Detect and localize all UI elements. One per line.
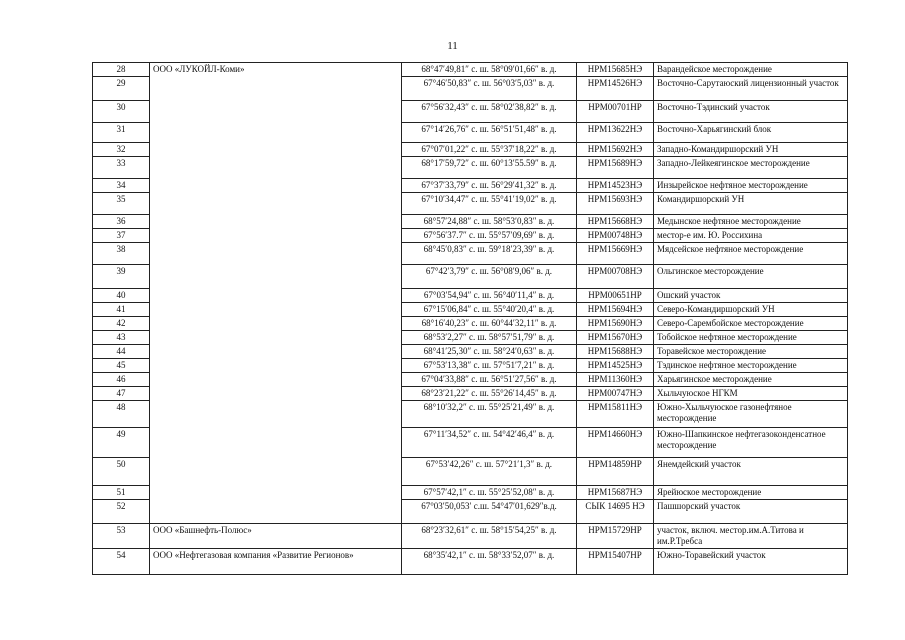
field-name: Торавейское месторождение bbox=[654, 345, 848, 359]
license-number: НРМ15670НЭ bbox=[577, 331, 654, 345]
license-number: НРМ11360НЭ bbox=[577, 373, 654, 387]
license-number: НРМ13622НЭ bbox=[577, 123, 654, 143]
license-number: НРМ15692НЭ bbox=[577, 143, 654, 157]
company-name: ООО «ЛУКОЙЛ-Коми» bbox=[150, 63, 402, 524]
row-number: 52 bbox=[93, 500, 150, 524]
row-number: 43 bbox=[93, 331, 150, 345]
row-number: 54 bbox=[93, 549, 150, 575]
row-number: 32 bbox=[93, 143, 150, 157]
field-name: Тобойское нефтяное месторождение bbox=[654, 331, 848, 345]
field-name: Западно-Командиршорский УН bbox=[654, 143, 848, 157]
coordinates: 68°16′40,23″ с. ш. 60°44′32,11″ в. д. bbox=[402, 317, 577, 331]
license-table bbox=[92, 62, 848, 575]
field-name: Варандейское месторождение bbox=[654, 63, 848, 77]
coordinates: 68°47′49,81″ с. ш. 58°09′01,66″ в. д. bbox=[402, 63, 577, 77]
coordinates: 67°53′13,38″ с. ш. 57°51′7,21″ в. д. bbox=[402, 359, 577, 373]
field-name: Ольгинское месторождение bbox=[654, 265, 848, 289]
coordinates: 67°53′42,26″ с. ш. 57°21′1,3″ в. д. bbox=[402, 458, 577, 486]
coordinates: 68°23′32,61″ с. ш. 58°15′54,25″ в. д. bbox=[402, 524, 577, 549]
coordinates: 68°10′32,2″ с. ш. 55°25′21,49″ в. д. bbox=[402, 401, 577, 428]
field-name: Пашшорский участок bbox=[654, 500, 848, 524]
row-number: 37 bbox=[93, 229, 150, 243]
license-number: НРМ14523НЭ bbox=[577, 179, 654, 193]
field-name: Северо-Командиршорский УН bbox=[654, 303, 848, 317]
license-number: НРМ15729НР bbox=[577, 524, 654, 549]
license-number: СЫК 14695 НЭ bbox=[577, 500, 654, 524]
field-name: Инзырейское нефтяное месторождение bbox=[654, 179, 848, 193]
license-number: НРМ15669НЭ bbox=[577, 243, 654, 265]
row-number: 38 bbox=[93, 243, 150, 265]
coordinates: 67°10′34,47″ с. ш. 55°41′19,02″ в. д. bbox=[402, 193, 577, 215]
row-number: 48 bbox=[93, 401, 150, 428]
license-number: НРМ00748НЭ bbox=[577, 229, 654, 243]
row-number: 49 bbox=[93, 428, 150, 458]
field-name: Ошский участок bbox=[654, 289, 848, 303]
row-number: 34 bbox=[93, 179, 150, 193]
row-number: 31 bbox=[93, 123, 150, 143]
row-number: 35 bbox=[93, 193, 150, 215]
field-name: Восточно-Тэдинский участок bbox=[654, 101, 848, 123]
row-number: 51 bbox=[93, 486, 150, 500]
field-name: Медынское нефтяное месторождение bbox=[654, 215, 848, 229]
field-name: Южно-Торавейский участок bbox=[654, 549, 848, 575]
field-name: Южно-Шапкинское нефтегазоконденсатное месторождение bbox=[654, 428, 848, 458]
coordinates: 67°56′37.7″ с. ш. 55°57′09,69″ в. д. bbox=[402, 229, 577, 243]
license-number: НРМ15694НЭ bbox=[577, 303, 654, 317]
coordinates: 68°45′0,83″ с. ш. 59°18′23,39″ в. д. bbox=[402, 243, 577, 265]
row-number: 39 bbox=[93, 265, 150, 289]
license-number: НРМ15668НЭ bbox=[577, 215, 654, 229]
field-name: Северо-Сарембойское месторождение bbox=[654, 317, 848, 331]
field-name: Харьягинское месторождение bbox=[654, 373, 848, 387]
coordinates: 67°03′50,053′ с.ш. 54°47′01,629″в.д. bbox=[402, 500, 577, 524]
field-name: местор-е им. Ю. Россихина bbox=[654, 229, 848, 243]
row-number: 40 bbox=[93, 289, 150, 303]
license-number: НРМ00708НЭ bbox=[577, 265, 654, 289]
field-name: Западно-Лейкеягинское месторождение bbox=[654, 157, 848, 179]
field-name: Ярейюское месторождение bbox=[654, 486, 848, 500]
coordinates: 67°46′50,83″ с. ш. 56°03′5,03″ в. д. bbox=[402, 77, 577, 101]
coordinates: 67°04′33,88″ с. ш. 56°51′27,56″ в. д. bbox=[402, 373, 577, 387]
license-number: НРМ14859НР bbox=[577, 458, 654, 486]
license-number: НРМ00651НР bbox=[577, 289, 654, 303]
coordinates: 67°07′01,22″ с. ш. 55°37′18,22″ в. д. bbox=[402, 143, 577, 157]
field-name: Восточно-Сарутаюский лицензионный участок bbox=[654, 77, 848, 101]
coordinates: 68°35′42,1″ с. ш. 58°33′52,07″ в. д. bbox=[402, 549, 577, 575]
coordinates: 67°37′33,79″ с. ш. 56°29′41,32″ в. д. bbox=[402, 179, 577, 193]
license-number: НРМ15811НЭ bbox=[577, 401, 654, 428]
license-number: НРМ15690НЭ bbox=[577, 317, 654, 331]
coordinates: 68°41′25,30″ с. ш. 58°24′0,63″ в. д. bbox=[402, 345, 577, 359]
license-number: НРМ15687НЭ bbox=[577, 486, 654, 500]
license-number: НРМ14525НЭ bbox=[577, 359, 654, 373]
license-number: НРМ15689НЭ bbox=[577, 157, 654, 179]
license-number: НРМ15407НР bbox=[577, 549, 654, 575]
row-number: 47 bbox=[93, 387, 150, 401]
company-name: ООО «Башнефть-Полюс» bbox=[150, 524, 402, 549]
row-number: 30 bbox=[93, 101, 150, 123]
coordinates: 68°57′24,88″ с. ш. 58°53′0,83″ в. д. bbox=[402, 215, 577, 229]
table-row bbox=[93, 524, 848, 549]
license-number: НРМ15688НЭ bbox=[577, 345, 654, 359]
page-number: 11 bbox=[447, 40, 458, 52]
coordinates: 67°56′32,43″ с. ш. 58°02′38,82″ в. д. bbox=[402, 101, 577, 123]
field-name: Хыльчуюское НГКМ bbox=[654, 387, 848, 401]
field-name: Янемдейский участок bbox=[654, 458, 848, 486]
coordinates: 67°57′42,1″ с. ш. 55°25′52,08″ в. д. bbox=[402, 486, 577, 500]
row-number: 45 bbox=[93, 359, 150, 373]
coordinates: 67°14′26,76″ с. ш. 56°51′51,48″ в. д. bbox=[402, 123, 577, 143]
row-number: 46 bbox=[93, 373, 150, 387]
license-number: НРМ15685НЭ bbox=[577, 63, 654, 77]
coordinates: 68°23′21,22″ с. ш. 55°26′14,45″ в. д. bbox=[402, 387, 577, 401]
license-number: НРМ00701НР bbox=[577, 101, 654, 123]
row-number: 50 bbox=[93, 458, 150, 486]
row-number: 42 bbox=[93, 317, 150, 331]
field-name: Восточно-Харьягинский блок bbox=[654, 123, 848, 143]
field-name: Тэдинское нефтяное месторождение bbox=[654, 359, 848, 373]
row-number: 41 bbox=[93, 303, 150, 317]
row-number: 29 bbox=[93, 77, 150, 101]
field-name: Командиршорский УН bbox=[654, 193, 848, 215]
table-row bbox=[93, 549, 848, 575]
row-number: 33 bbox=[93, 157, 150, 179]
field-name: участок, включ. местор.им.А.Титова и им.Р.Требса bbox=[654, 524, 848, 549]
coordinates: 67°15′06,84″ с. ш. 55°40′20,4″ в. д. bbox=[402, 303, 577, 317]
field-name: Южно-Хыльчуюское газонефтяное месторождение bbox=[654, 401, 848, 428]
row-number: 53 bbox=[93, 524, 150, 549]
coordinates: 67°42′3,79″ с. ш. 56°08′9,06″ в. д. bbox=[402, 265, 577, 289]
license-number: НРМ14660НЭ bbox=[577, 428, 654, 458]
row-number: 44 bbox=[93, 345, 150, 359]
company-name: ООО «Нефтегазовая компания «Развитие Регионов» bbox=[150, 549, 402, 575]
license-number: НРМ00747НЭ bbox=[577, 387, 654, 401]
coordinates: 68°17′59,72″ с. ш. 60°13′55.59″ в. д. bbox=[402, 157, 577, 179]
coordinates: 67°11′34,52″ с. ш. 54°42′46,4″ в. д. bbox=[402, 428, 577, 458]
row-number: 36 bbox=[93, 215, 150, 229]
table-row bbox=[93, 63, 848, 77]
license-number: НРМ14526НЭ bbox=[577, 77, 654, 101]
license-number: НРМ15693НЭ bbox=[577, 193, 654, 215]
coordinates: 68°53′2,27″ с. ш. 58°57′51,79″ в. д. bbox=[402, 331, 577, 345]
row-number: 28 bbox=[93, 63, 150, 77]
field-name: Мядсейское нефтяное месторождение bbox=[654, 243, 848, 265]
coordinates: 67°03′54,94″ с. ш. 56°40′11,4″ в. д. bbox=[402, 289, 577, 303]
